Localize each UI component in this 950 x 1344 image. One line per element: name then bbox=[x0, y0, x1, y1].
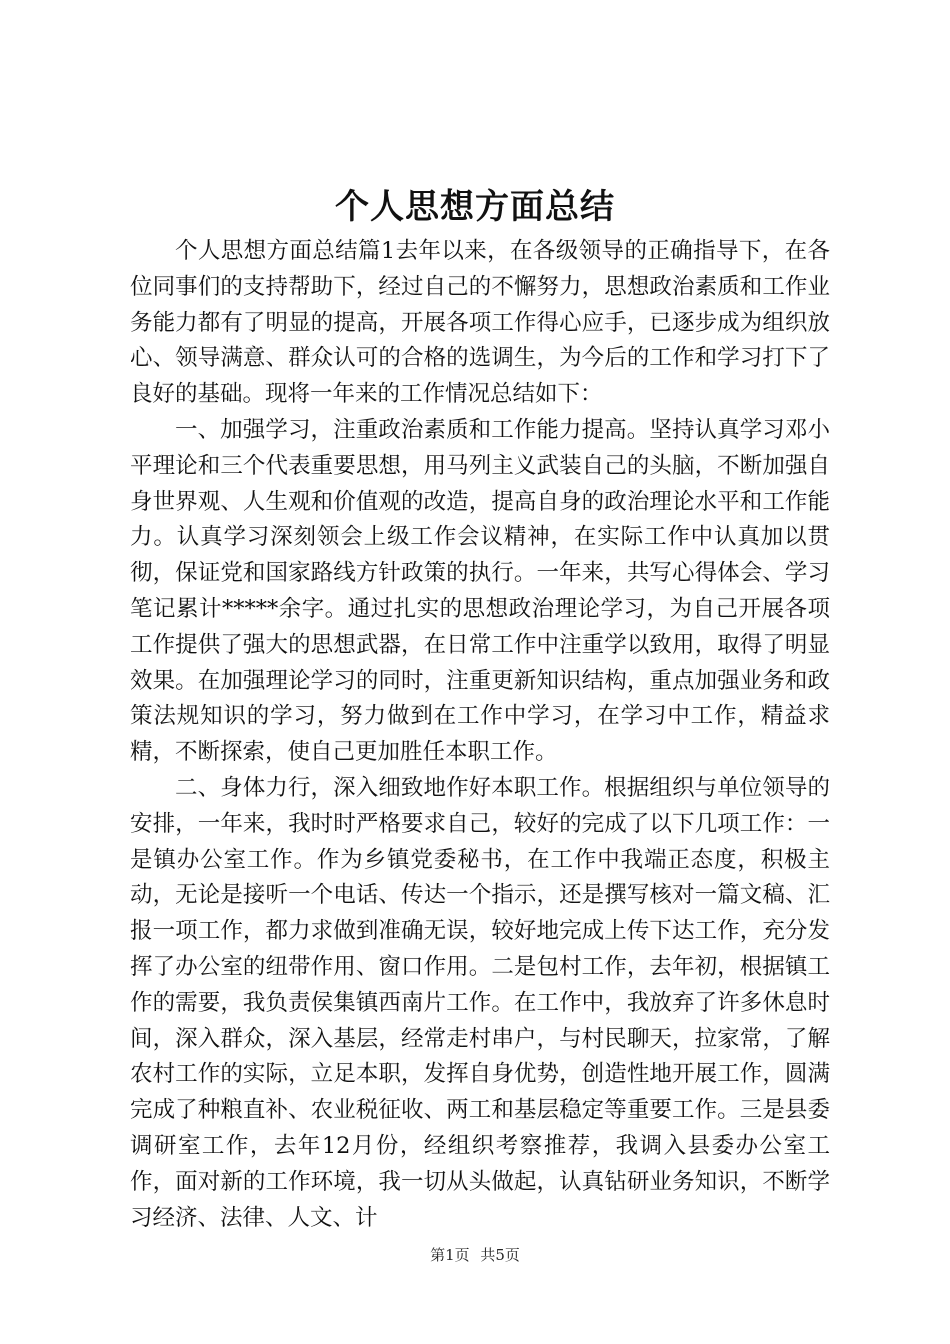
page-total: 共5页 bbox=[480, 1246, 520, 1264]
page-number: 第1页 bbox=[430, 1246, 470, 1264]
document-title: 个人思想方面总结 bbox=[335, 187, 615, 227]
document-body bbox=[130, 234, 830, 1236]
paragraph-intro: 个人思想方面总结篇1去年以来，在各级领导的正确指导下，在各位同事们的支持帮助下，经过自己的不懈努力，思想政治素质和工作业务能力都有了明显的提高，开展各项工作得心应手，已逐步成为组织放心、领导满意、群众认可的合格的选调生，为今后的工作和学习打下了良好的基础。现将一年来的工作情况总结如下： bbox=[130, 238, 830, 408]
paragraph-study: 一、加强学习，注重政治素质和工作能力提高。坚持认真学习邓小平理论和三个代表重要思想，用马列主义武装自己的头脑，不断加强自身世界观、人生观和价值观的改造，提高自身的政治理论水平和工作能力。认真学习深刻领会上级工作会议精神，在实际工作中认真加以贯彻，保证党和国家路线方针政策的执行。一年来，共写心得体会、学习笔记累计*****余字。通过扎实的思想政治理论学习，为自己开展各项工作提供了强大的思想武器，在日常工作中注重学以致用，取得了明显效果。在加强理论学习的同时，注重更新知识结构，重点加强业务和政策法规知识的学习，努力做到在工作中学习，在学习中工作，精益求精，不断探索，使自己更加胜任本职工作。 bbox=[130, 416, 830, 766]
page-footer bbox=[0, 1245, 950, 1265]
paragraph-work: 二、身体力行，深入细致地作好本职工作。根据组织与单位领导的安排，一年来，我时时严格要求自己，较好的完成了以下几项工作：一是镇办公室工作。作为乡镇党委秘书，在工作中我端正态度，积极主动，无论是接听一个电话、传达一个指示，还是撰写核对一篇文稿、汇报一项工作，都力求做到准确无误，较好地完成上传下达工作，充分发挥了办公室的纽带作用、窗口作用。二是包村工作，去年初，根据镇工作的需要，我负责侯集镇西南片工作。在工作中，我放弃了许多休息时间，深入群众，深入基层，经常走村串户，与村民聊天，拉家常，了解农村工作的实际，立足本职，发挥自身优势，创造性地开展工作，圆满完成了种粮直补、农业税征收、两工和基层稳定等重要工作。三是县委调研室工作，去年12月份，经组织考察推荐，我调入县委办公室工作，面对新的工作环境，我一切从头做起，认真钻研业务知识，不断学习经济、法律、人文、计 bbox=[130, 774, 830, 1231]
